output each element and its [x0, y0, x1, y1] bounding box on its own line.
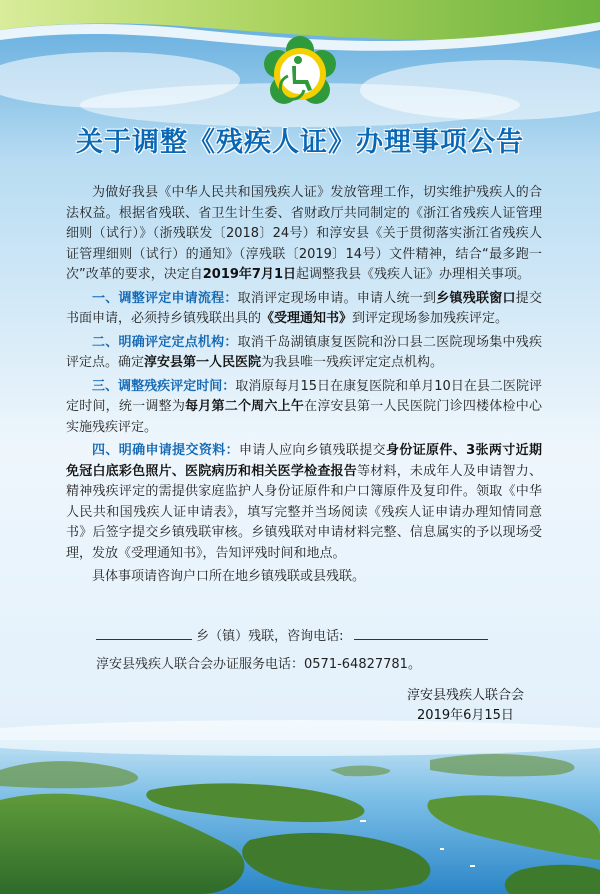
section-2-text: 取消千岛湖镇康复医院和汾口县二医院现场集中残疾评定点。确定: [66, 334, 542, 370]
page-title: 关于调整《残疾人证》办理事项公告: [76, 127, 524, 158]
section-4: [66, 441, 542, 564]
section-4-text: 申请人应向乡镇残联提交: [238, 443, 386, 458]
phone-blank: [354, 626, 488, 640]
section-4-text-2: 等材料，未成年人及申请智力、精神残疾评定的需提供家庭监护人身份证原件和户口簿原件及复印件。领取《中华人民共和国残疾人证申请表》，填写完整并当场阅读《残疾人证申请办理知情同意书》后签字提交乡镇残联审核。乡镇残联对申请材料完整、信息属实的予以现场受理，发放《受理通知书》，告知评残时间和地点。: [66, 463, 542, 561]
section-2-heading: 二、明确评定定点机构：: [92, 334, 238, 350]
section-1-bold-2: 《受理通知书》: [261, 311, 353, 326]
section-1-text-3: 到评定现场参加残疾评定。: [352, 311, 509, 326]
section-1-bold-1: 乡镇残联窗口: [436, 290, 516, 306]
section-1-text-2: 提交书面申请，必须持乡镇残联出具的: [66, 290, 542, 326]
contact-line: [96, 626, 488, 647]
section-3-bold-1: 每月第二个周六上午: [185, 399, 305, 414]
section-3-text-2: 在淳安县第一人民医院门诊四楼体检中心实施残疾评定。: [66, 399, 542, 435]
section-3-heading: 三、调整残疾评定时间：: [92, 378, 236, 394]
intro-end-text: 起调整我县《残疾人证》办理相关事项。: [296, 267, 531, 282]
signature-block: [407, 686, 524, 726]
signature-date: 2019年6月15日: [417, 708, 514, 723]
cdpf-logo-icon: [262, 36, 338, 112]
section-2-bold-1: 淳安县第一人民医院: [144, 355, 262, 370]
section-1: [66, 289, 542, 330]
section-1-heading: 一、调整评定申请流程：: [92, 290, 238, 306]
effective-date: 2019年7月1日: [202, 267, 297, 282]
intro-paragraph: [66, 183, 542, 286]
section-2: [66, 333, 542, 374]
service-phone-line: 淳安县残疾人联合会办证服务电话：0571-64827781。: [96, 657, 421, 672]
section-2-text-2: 为我县唯一残疾评定定点机构。: [261, 355, 444, 370]
section-4-bold-1: 身份证原件、3张两寸近期免冠白底彩色照片、医院病历和相关医学检查报告: [66, 443, 542, 479]
closing-paragraph: 具体事项请咨询户口所在地乡镇残联或县残联。: [92, 569, 366, 584]
section-3-text: 取消原每月15日在康复医院和单月10日在县二医院评定时间，统一调整为: [66, 378, 542, 414]
section-4-heading: 四、明确申请提交资料：: [92, 443, 239, 458]
section-3: [66, 377, 542, 439]
section-1-text: 取消评定现场申请。申请人统一到: [237, 290, 437, 306]
signature-org: 淳安县残疾人联合会: [406, 688, 524, 703]
township-blank: [96, 626, 192, 640]
intro-text: 为做好我县《中华人民共和国残疾人证》发放管理工作，切实维护残疾人的合法权益。根据省残联、省卫生计生委、省财政厅共同制定的《浙江省残疾人证管理细则（试行）》（浙残联发〔2018〕24号）和淳安县《关于贯彻落实浙江省残疾人证管理细则（试行）的通知》（淳残联〔2019〕14号）文件精神，结合“最多跑一次”改革的要求，决定自: [66, 185, 542, 282]
notice-body: [66, 183, 542, 590]
contact-label: 乡（镇）残联，咨询电话:: [196, 629, 344, 644]
